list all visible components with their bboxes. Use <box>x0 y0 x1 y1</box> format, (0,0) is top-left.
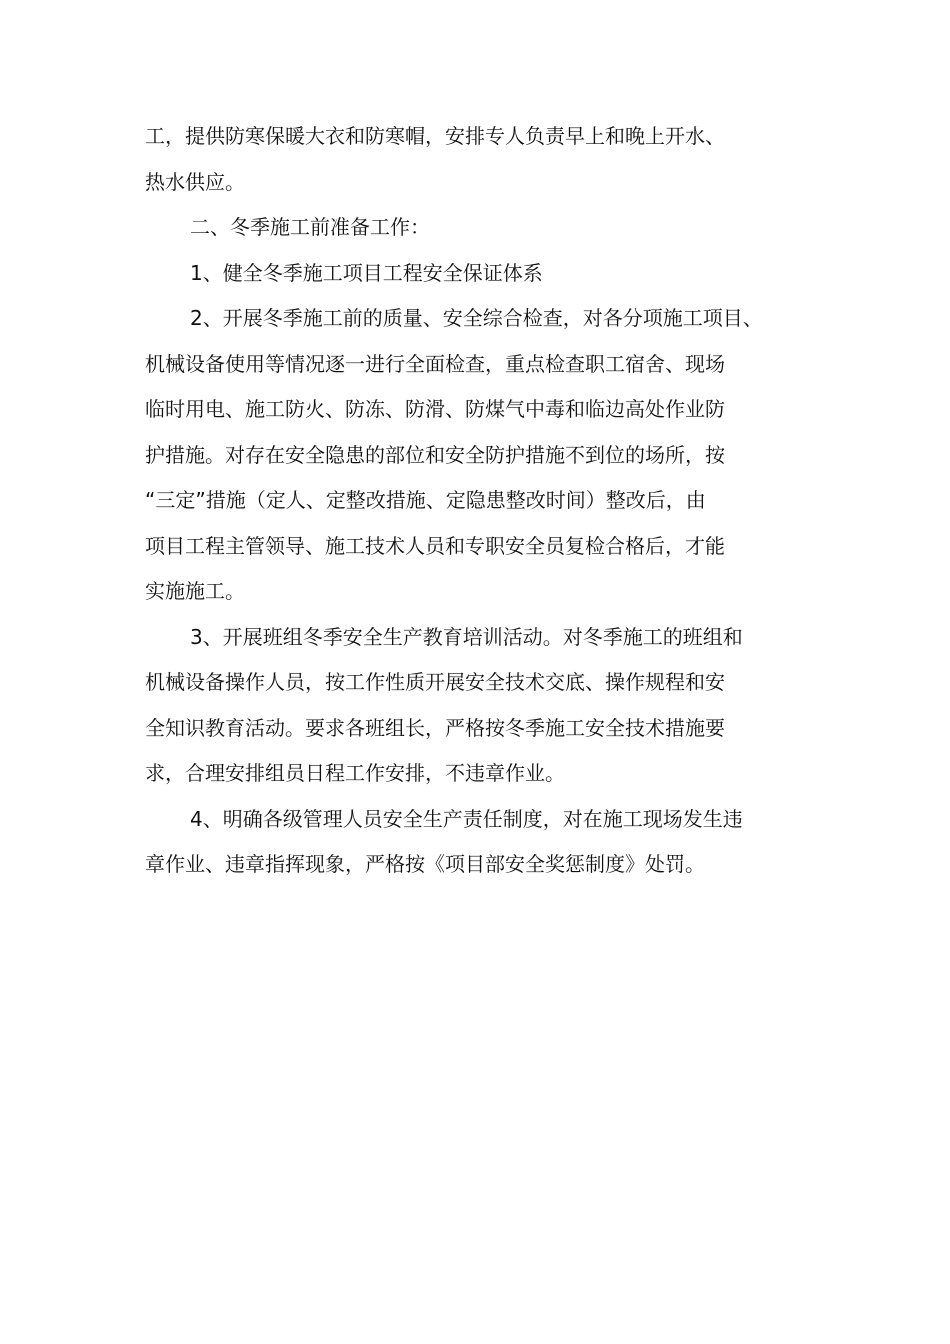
text-line: 机械设备使用等情况逐一进行全面检查，重点检查职工宿舍、现场 <box>145 351 725 376</box>
text-line: 临时用电、施工防火、防冻、防滑、防煤气中毒和临边高处作业防 <box>145 397 725 421</box>
text-line: 4、明确各级管理人员安全生产责任制度，对在施工现场发生违 <box>190 806 743 831</box>
text-line: 2、开展冬季施工前的质量、安全综合检查，对各分项施工项目、 <box>190 306 763 330</box>
section-heading <box>145 205 810 251</box>
paragraph-item-4 <box>145 797 810 888</box>
text-line: 护措施。对存在安全隐患的部位和安全防护措施不到位的场所，按 <box>145 442 725 467</box>
text-line: 3、开展班组冬季安全生产教育培训活动。对冬季施工的班组和 <box>190 624 743 649</box>
text-line: 全知识教育活动。要求各班组长，严格按冬季施工安全技术措施要 <box>145 715 725 740</box>
text-line: 1、健全冬季施工项目工程安全保证体系 <box>190 260 543 285</box>
paragraph-continuation <box>145 114 810 205</box>
text-line: 工，提供防寒保暖大衣和防寒帽，安排专人负责早上和晚上开水、 <box>145 124 725 148</box>
document-body <box>145 114 810 888</box>
text-line: 二、冬季施工前准备工作： <box>190 215 430 239</box>
paragraph-item-2 <box>145 296 810 615</box>
text-line: 项目工程主管领导、施工技术人员和专职安全员复检合格后，才能 <box>145 533 725 558</box>
text-line: 章作业、违章指挥现象，严格按《项目部安全奖惩制度》处罚。 <box>145 852 705 876</box>
text-line: 热水供应。 <box>145 169 245 194</box>
text-line: 求，合理安排组员日程工作安排，不违章作业。 <box>145 761 565 785</box>
text-line: 实施施工。 <box>145 579 245 603</box>
paragraph-item-3 <box>145 615 810 797</box>
text-line: 机械设备操作人员，按工作性质开展安全技术交底、操作规程和安 <box>145 670 725 694</box>
text-line: “三定”措施（定人、定整改措施、定隐患整改时间）整改后，由 <box>145 488 706 512</box>
paragraph-item-1 <box>145 251 810 297</box>
